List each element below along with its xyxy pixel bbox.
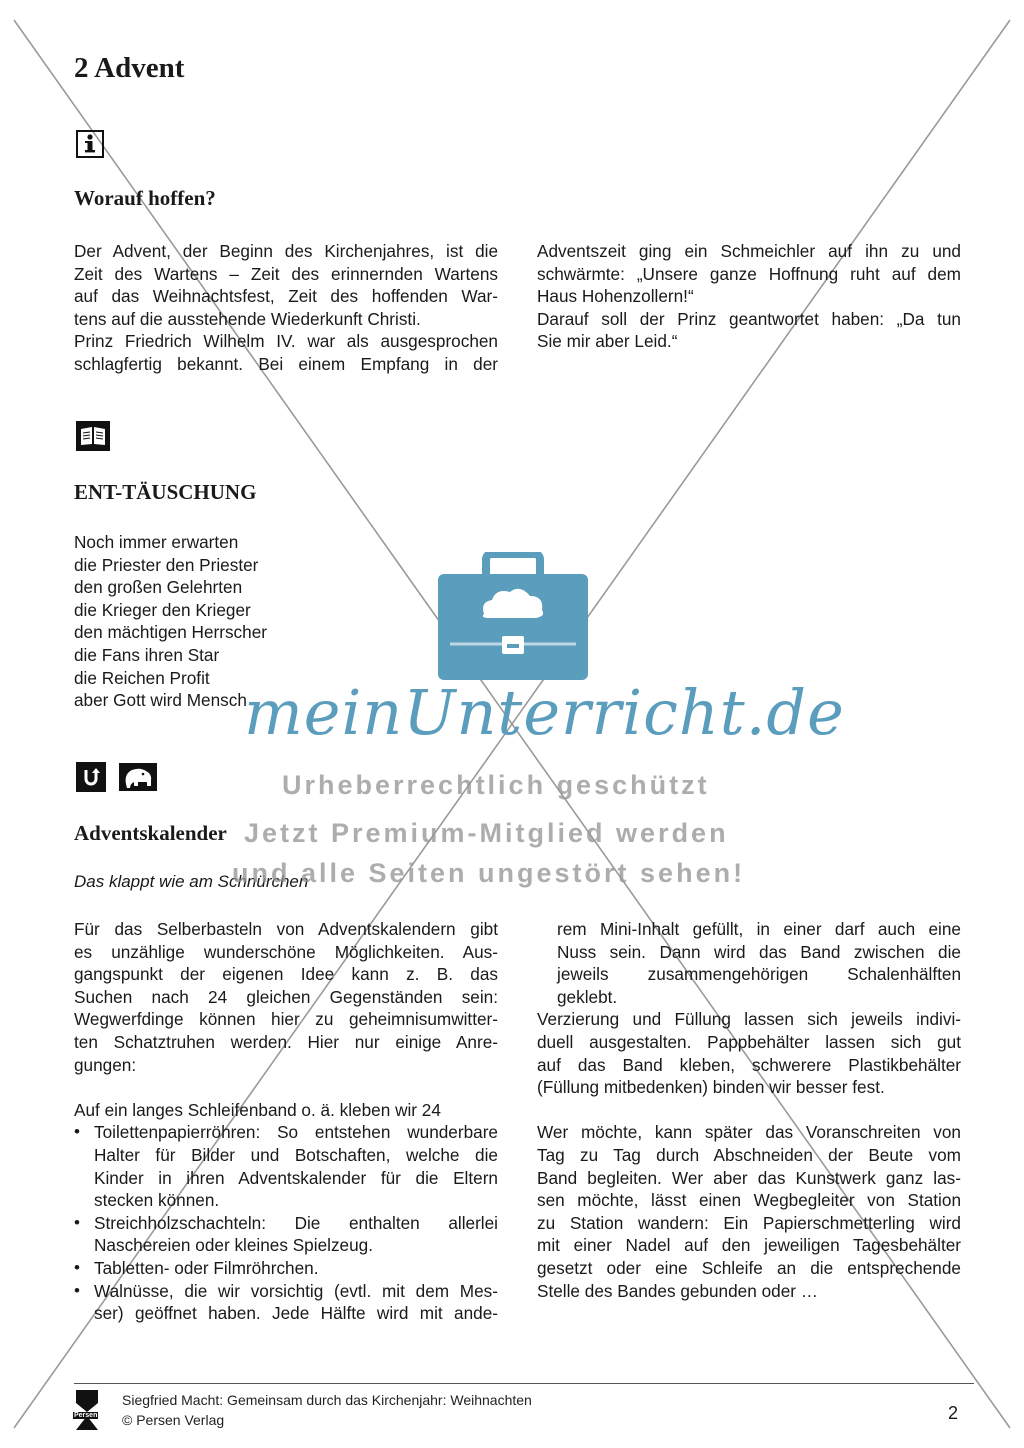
school-bag-icon xyxy=(436,552,590,682)
watermark-line-1: Urheberrechtlich geschützt xyxy=(282,770,710,800)
text-line: gesetzt oder eine Schleife an die entsprechende xyxy=(537,1257,961,1278)
watermark-brand: meinUnterricht.de xyxy=(244,676,845,749)
list-item: • Toilettenpapierröhren: So entstehen wunderbare Halter für Bilder und Botschaften, welche die Kinder in ihren Adventskalender für die Eltern stecken können. xyxy=(74,1121,498,1211)
persen-logo-icon xyxy=(76,1390,98,1430)
info-icon xyxy=(76,130,104,158)
text-line: duell ausgestalten. Pappbehälter lassen sich gut xyxy=(537,1031,961,1052)
text-line: gangspunkt der eigenen Idee kann z. B. das xyxy=(74,964,498,985)
text-line: Nuss sein. Dann wird das Band zwischen die xyxy=(557,941,961,962)
poem-line: aber Gott wird Mensch xyxy=(74,690,247,711)
text-line: Wer möchte, kann später das Voranschreiten von xyxy=(537,1122,961,1143)
text-line: auf das Weihnachtsfest, Zeit des hoffenden War- xyxy=(74,286,498,307)
footer-divider xyxy=(74,1383,974,1384)
section1-column-right xyxy=(537,240,961,353)
page-title: 2 Advent xyxy=(74,52,185,84)
section-heading-adventskalender: Adventskalender xyxy=(74,821,227,845)
bullet-continuation xyxy=(537,918,961,1008)
poem-line: Noch immer erwarten xyxy=(74,532,239,552)
text-line: Stelle des Bandes gebunden oder … xyxy=(537,1280,818,1301)
text-line: Wegwerfdinge können hier zu geheimnisumwitter- xyxy=(74,1009,498,1030)
footer-credit: Siegfried Macht: Gemeinsam durch das Kirchenjahr: Weihnachten xyxy=(122,1392,532,1408)
section3-column-left xyxy=(74,918,498,1325)
list-item: • Streichholzschachteln: Die enthalten allerlei Naschereien oder kleines Spielzeug. xyxy=(74,1212,498,1257)
watermark-line-3: und alle Seiten ungestört sehen! xyxy=(232,858,746,888)
text-line: Tag zu Tag durch Abschneiden der Beute vom xyxy=(537,1144,961,1165)
open-book-icon xyxy=(76,421,110,451)
poem-line: die Krieger den Krieger xyxy=(74,599,251,620)
text-line: Band begleiten. Wer aber das Kunstwerk ganz las- xyxy=(537,1167,961,1188)
text-line: Darauf soll der Prinz geantwortet haben: „Da tun xyxy=(537,308,961,329)
text-line: geklebt. xyxy=(557,986,618,1007)
text-line: zu Station wandern: Ein Papierschmetterling wird xyxy=(537,1212,961,1233)
text-line: Zeit des Wartens – Zeit des erinnernden Wartens xyxy=(74,263,498,284)
text-line: ten Schatztruhen werden. Hier nur einige Anre- xyxy=(74,1031,498,1052)
section1-column-left xyxy=(74,240,498,376)
text-line: Haus Hohenzollern!“ xyxy=(537,286,694,307)
list-item: • Tabletten- oder Filmröhrchen. xyxy=(74,1257,498,1280)
text-line: tens auf die ausstehende Wiederkunft Christi. xyxy=(74,308,421,329)
text-line: Verzierung und Füllung lassen sich jeweils indivi- xyxy=(537,1009,961,1030)
text-line: Sie mir aber Leid.“ xyxy=(537,331,678,352)
text-line: sen möchte, lässt einen Wegbegleiter von Station xyxy=(537,1190,961,1211)
text-line: mit einer Nadel auf den jeweiligen Tagesbehälter xyxy=(537,1235,961,1256)
text-line: Für das Selberbasteln von Adventskalendern gibt xyxy=(74,919,498,939)
text-line: gungen: xyxy=(74,1054,137,1075)
list-item: • Walnüsse, die wir vorsichtig (evtl. mit dem Mes- ser) geöffnet haben. Jede Hälfte wird mit ande- xyxy=(74,1280,498,1325)
publisher-logo-label: Persen xyxy=(74,1412,98,1419)
watermark-line-2: Jetzt Premium-Mitglied werden xyxy=(244,818,729,848)
text-line: Auf ein langes Schleifenband o. ä. kleben wir 24 xyxy=(74,1099,441,1120)
poem-line: die Priester den Priester xyxy=(74,554,259,575)
section-heading-ent-taeuschung: ENT-TÄUSCHUNG xyxy=(74,480,257,504)
text-line: auf das Band kleben, schwerere Plastikbehälter xyxy=(537,1054,961,1075)
text-line: (Füllung mitbedenken) binden wir besser fest. xyxy=(537,1077,885,1098)
u-turn-icon xyxy=(76,762,106,792)
poem-line: die Reichen Profit xyxy=(74,667,210,688)
text-line: Suchen nach 24 gleichen Gegenständen sein: xyxy=(74,986,498,1007)
text-line: Der Advent, der Beginn des Kirchenjahres, ist die xyxy=(74,241,498,261)
text-line: Adventszeit ging ein Schmeichler auf ihn zu und xyxy=(537,241,961,261)
page-number: 2 xyxy=(948,1403,959,1423)
poem-line: den mächtigen Herrscher xyxy=(74,622,267,643)
poem-line: den großen Gelehrten xyxy=(74,577,243,598)
text-line: Prinz Friedrich Wilhelm IV. war als ausgesprochen xyxy=(74,331,498,352)
elephant-icon xyxy=(118,762,158,792)
section-subheading: Das klappt wie am Schnürchen xyxy=(74,872,309,891)
text-line: schlagfertig bekannt. Bei einem Empfang in der xyxy=(74,353,498,374)
section3-column-right xyxy=(537,918,961,1302)
section-heading-worauf-hoffen: Worauf hoffen? xyxy=(74,186,216,210)
text-line: rem Mini-Inhalt gefüllt, in einer darf auch eine xyxy=(557,919,961,939)
text-line: schwärmte: „Unsere ganze Hoffnung ruht auf dem xyxy=(537,263,961,284)
text-line: es unzählige wunderschöne Möglichkeiten. Aus- xyxy=(74,941,498,962)
footer-copyright: © Persen Verlag xyxy=(122,1412,225,1428)
text-line: jeweils zusammengehörigen Schalenhälften xyxy=(557,964,961,985)
poem-line: die Fans ihren Star xyxy=(74,644,220,665)
bullet-list xyxy=(74,1121,498,1324)
